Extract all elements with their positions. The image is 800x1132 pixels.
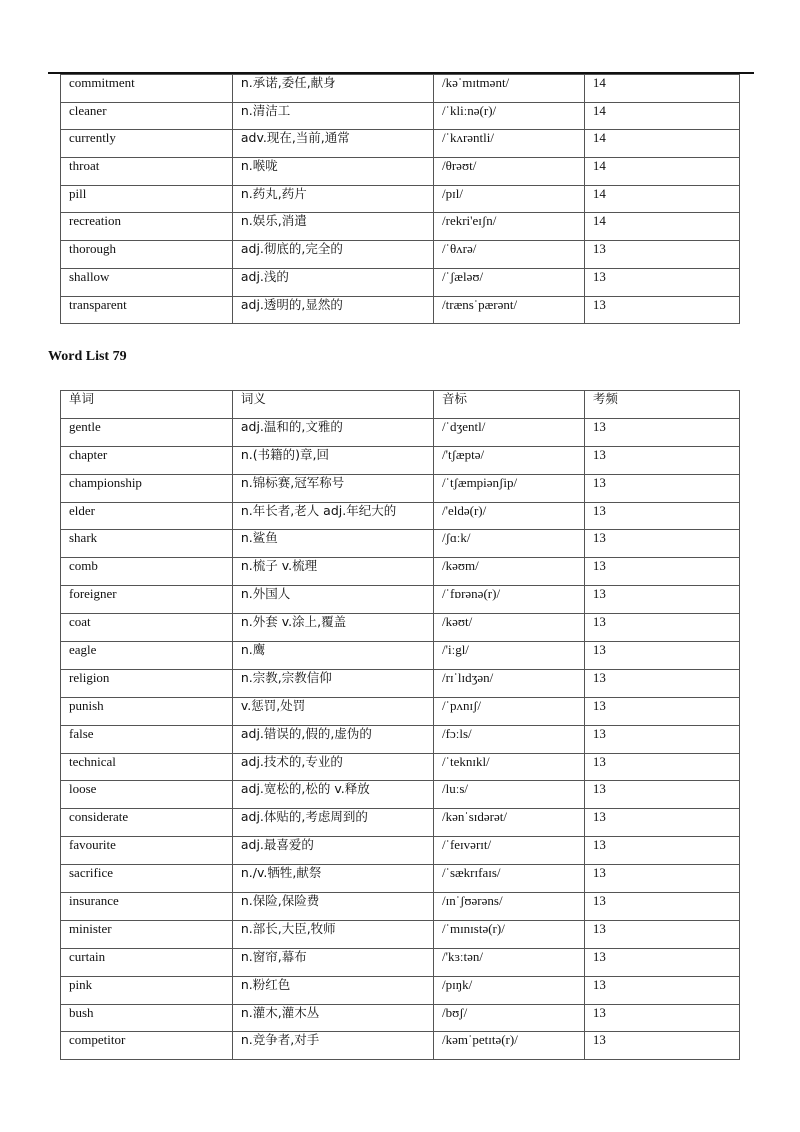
definition-cell: n.锦标赛,冠军称号 (232, 474, 433, 502)
table-row (61, 213, 740, 241)
word-cell: punish (61, 697, 233, 725)
table-row (61, 1032, 740, 1060)
frequency-cell: 13 (584, 809, 739, 837)
frequency-cell: 14 (584, 102, 739, 130)
table-row (61, 837, 740, 865)
phonetic-cell: /ˈmɪnɪstə(r)/ (434, 920, 585, 948)
table-row (61, 502, 740, 530)
word-cell: false (61, 725, 233, 753)
phonetic-cell: /'kɜːtən/ (434, 948, 585, 976)
table-row (61, 102, 740, 130)
table-row (61, 948, 740, 976)
word-cell: bush (61, 1004, 233, 1032)
phonetic-cell: /kəmˈpetɪtə(r)/ (434, 1032, 585, 1060)
frequency-cell: 14 (584, 185, 739, 213)
phonetic-cell: /ˈpʌnɪʃ/ (434, 697, 585, 725)
table-row (61, 130, 740, 158)
frequency-cell: 13 (584, 614, 739, 642)
definition-cell: adj.透明的,显然的 (232, 296, 433, 324)
table-row (61, 296, 740, 324)
definition-cell: n.灌木,灌木丛 (232, 1004, 433, 1032)
phonetic-cell: /fɔːls/ (434, 725, 585, 753)
frequency-cell: 13 (584, 296, 739, 324)
table-row (61, 865, 740, 893)
definition-cell: n.保险,保险费 (232, 893, 433, 921)
word-cell: minister (61, 920, 233, 948)
header-definition: 词义 (232, 391, 433, 419)
word-cell: foreigner (61, 586, 233, 614)
definition-cell: adj.彻底的,完全的 (232, 241, 433, 269)
phonetic-cell: /pɪŋk/ (434, 976, 585, 1004)
phonetic-cell: /ˈʃæləʊ/ (434, 268, 585, 296)
phonetic-cell: /'tʃæptə/ (434, 446, 585, 474)
frequency-cell: 13 (584, 725, 739, 753)
frequency-cell: 14 (584, 158, 739, 186)
table-row (61, 530, 740, 558)
table-row (61, 893, 740, 921)
table-row (61, 268, 740, 296)
word-cell: throat (61, 158, 233, 186)
table-row (61, 75, 740, 103)
table-row (61, 241, 740, 269)
vocab-table-word-list-79 (60, 390, 740, 1060)
definition-cell: adj.体贴的,考虑周到的 (232, 809, 433, 837)
phonetic-cell: /pɪl/ (434, 185, 585, 213)
phonetic-cell: /ˈfeɪvərɪt/ (434, 837, 585, 865)
frequency-cell: 14 (584, 75, 739, 103)
phonetic-cell: /luːs/ (434, 781, 585, 809)
definition-cell: n.清洁工 (232, 102, 433, 130)
table-row (61, 809, 740, 837)
word-cell: sacrifice (61, 865, 233, 893)
table-row (61, 586, 740, 614)
phonetic-cell: /ˈkʌrəntli/ (434, 130, 585, 158)
phonetic-cell: /ˈθʌrə/ (434, 241, 585, 269)
word-cell: eagle (61, 642, 233, 670)
table-row (61, 446, 740, 474)
phonetic-cell: /ʃɑːk/ (434, 530, 585, 558)
frequency-cell: 13 (584, 753, 739, 781)
table-row (61, 558, 740, 586)
definition-cell: adj.温和的,文雅的 (232, 418, 433, 446)
word-cell: chapter (61, 446, 233, 474)
definition-cell: v.惩罚,处罚 (232, 697, 433, 725)
frequency-cell: 13 (584, 586, 739, 614)
word-cell: competitor (61, 1032, 233, 1060)
definition-cell: adj.宽松的,松的 v.释放 (232, 781, 433, 809)
definition-cell: n.梳子 v.梳理 (232, 558, 433, 586)
definition-cell: adj.技术的,专业的 (232, 753, 433, 781)
frequency-cell: 13 (584, 697, 739, 725)
definition-cell: n.粉红色 (232, 976, 433, 1004)
frequency-cell: 13 (584, 1004, 739, 1032)
definition-cell: n.鲨鱼 (232, 530, 433, 558)
table-row (61, 614, 740, 642)
definition-cell: n.宗教,宗教信仰 (232, 669, 433, 697)
definition-cell: n.年长者,老人 adj.年纪大的 (232, 502, 433, 530)
phonetic-cell: /'eldə(r)/ (434, 502, 585, 530)
definition-cell: n./v.牺牲,献祭 (232, 865, 433, 893)
frequency-cell: 13 (584, 948, 739, 976)
frequency-cell: 14 (584, 130, 739, 158)
definition-cell: n.(书籍的)章,回 (232, 446, 433, 474)
table-row (61, 158, 740, 186)
phonetic-cell: /ˈteknɪkl/ (434, 753, 585, 781)
table-row (61, 753, 740, 781)
word-cell: recreation (61, 213, 233, 241)
word-cell: considerate (61, 809, 233, 837)
word-cell: coat (61, 614, 233, 642)
phonetic-cell: /kəʊt/ (434, 614, 585, 642)
word-cell: comb (61, 558, 233, 586)
frequency-cell: 13 (584, 920, 739, 948)
frequency-cell: 13 (584, 837, 739, 865)
word-cell: transparent (61, 296, 233, 324)
word-cell: currently (61, 130, 233, 158)
definition-cell: n.外套 v.涂上,覆盖 (232, 614, 433, 642)
frequency-cell: 13 (584, 865, 739, 893)
phonetic-cell: /ˈtʃæmpiənʃip/ (434, 474, 585, 502)
table-row (61, 976, 740, 1004)
frequency-cell: 13 (584, 642, 739, 670)
table-row (61, 725, 740, 753)
definition-cell: n.鹰 (232, 642, 433, 670)
definition-cell: adj.最喜爱的 (232, 837, 433, 865)
frequency-cell: 13 (584, 558, 739, 586)
word-cell: shallow (61, 268, 233, 296)
vocab-table-continued (60, 74, 740, 324)
definition-cell: adj.浅的 (232, 268, 433, 296)
word-cell: elder (61, 502, 233, 530)
word-cell: thorough (61, 241, 233, 269)
frequency-cell: 13 (584, 446, 739, 474)
table-row (61, 920, 740, 948)
frequency-cell: 13 (584, 241, 739, 269)
phonetic-cell: /'iːgl/ (434, 642, 585, 670)
word-cell: religion (61, 669, 233, 697)
table-row (61, 781, 740, 809)
phonetic-cell: /θrəʊt/ (434, 158, 585, 186)
definition-cell: n.竞争者,对手 (232, 1032, 433, 1060)
definition-cell: adv.现在,当前,通常 (232, 130, 433, 158)
table-row (61, 185, 740, 213)
word-cell: pill (61, 185, 233, 213)
word-cell: favourite (61, 837, 233, 865)
phonetic-cell: /rekri'eɪʃn/ (434, 213, 585, 241)
table-row (61, 418, 740, 446)
phonetic-cell: /ˈkliːnə(r)/ (434, 102, 585, 130)
table-row (61, 642, 740, 670)
frequency-cell: 13 (584, 1032, 739, 1060)
frequency-cell: 13 (584, 893, 739, 921)
definition-cell: n.窗帘,幕布 (232, 948, 433, 976)
definition-cell: n.外国人 (232, 586, 433, 614)
frequency-cell: 13 (584, 268, 739, 296)
header-frequency: 考频 (584, 391, 739, 419)
word-cell: curtain (61, 948, 233, 976)
frequency-cell: 13 (584, 669, 739, 697)
frequency-cell: 13 (584, 418, 739, 446)
phonetic-cell: /rɪˈlɪdʒən/ (434, 669, 585, 697)
word-cell: shark (61, 530, 233, 558)
definition-cell: n.娱乐,消遣 (232, 213, 433, 241)
frequency-cell: 13 (584, 976, 739, 1004)
phonetic-cell: /trænsˈpærənt/ (434, 296, 585, 324)
word-cell: loose (61, 781, 233, 809)
phonetic-cell: /ɪnˈʃʊərəns/ (434, 893, 585, 921)
frequency-cell: 13 (584, 502, 739, 530)
phonetic-cell: /ˈdʒentl/ (434, 418, 585, 446)
header-phonetic: 音标 (434, 391, 585, 419)
word-cell: technical (61, 753, 233, 781)
phonetic-cell: /kəˈmɪtmənt/ (434, 75, 585, 103)
definition-cell: n.药丸,药片 (232, 185, 433, 213)
phonetic-cell: /kənˈsɪdərət/ (434, 809, 585, 837)
word-cell: cleaner (61, 102, 233, 130)
frequency-cell: 13 (584, 530, 739, 558)
phonetic-cell: /bʊʃ/ (434, 1004, 585, 1032)
table-row (61, 474, 740, 502)
frequency-cell: 13 (584, 474, 739, 502)
frequency-cell: 14 (584, 213, 739, 241)
definition-cell: n.部长,大臣,牧师 (232, 920, 433, 948)
phonetic-cell: /ˈsækrɪfaɪs/ (434, 865, 585, 893)
definition-cell: n.喉咙 (232, 158, 433, 186)
word-cell: championship (61, 474, 233, 502)
definition-cell: adj.错误的,假的,虚伪的 (232, 725, 433, 753)
table-row (61, 669, 740, 697)
word-cell: pink (61, 976, 233, 1004)
frequency-cell: 13 (584, 781, 739, 809)
definition-cell: n.承诺,委任,献身 (232, 75, 433, 103)
table-header-row (61, 391, 740, 419)
phonetic-cell: /ˈfɒrənə(r)/ (434, 586, 585, 614)
table-row (61, 1004, 740, 1032)
word-list-heading: Word List 79 (48, 349, 127, 364)
word-cell: insurance (61, 893, 233, 921)
word-cell: gentle (61, 418, 233, 446)
table-row (61, 697, 740, 725)
word-cell: commitment (61, 75, 233, 103)
header-word: 单词 (61, 391, 233, 419)
phonetic-cell: /kəʊm/ (434, 558, 585, 586)
